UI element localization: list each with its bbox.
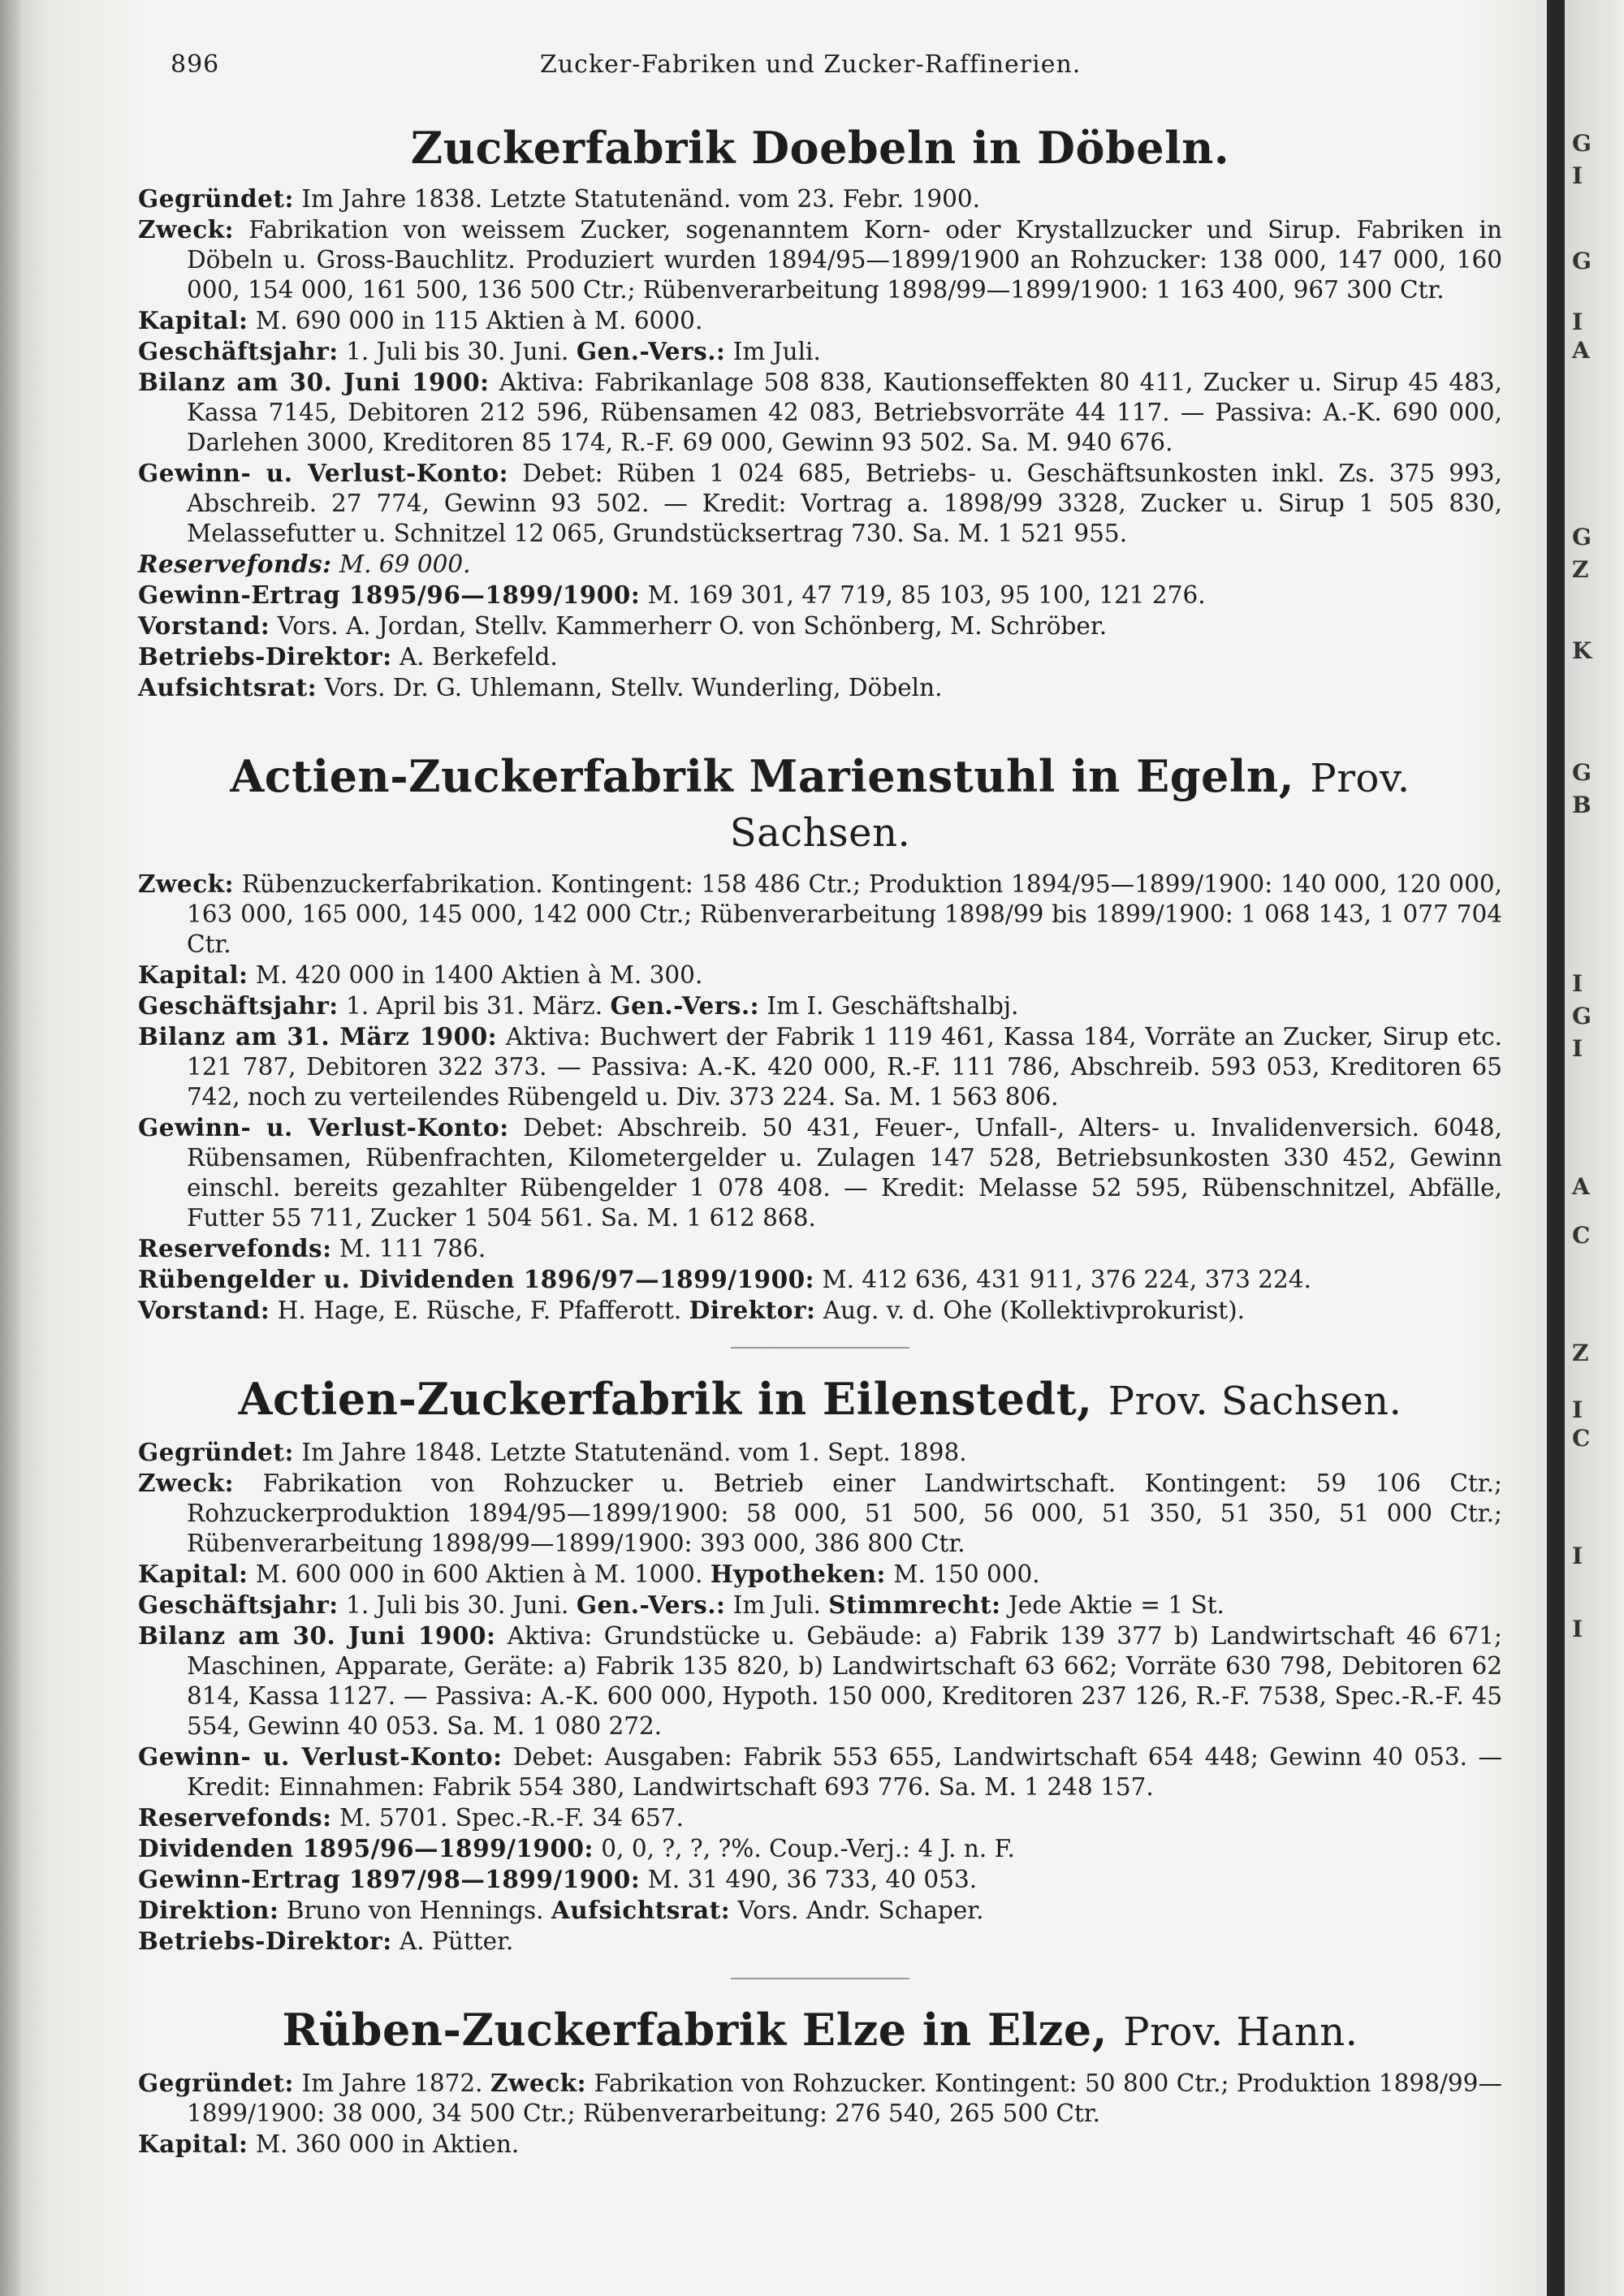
entry-label: Gewinn-Ertrag 1895/96—1899/1900: [138, 580, 641, 609]
entry-line [138, 1741, 1502, 1802]
entry-label: Gen.-Vers.: [576, 337, 726, 365]
section-separator [731, 1978, 909, 1979]
entry-text: Aktiva: Fabrikanlage 508 838, Kautionseffekten 80 411, Zucker u. Sirup 45 483, Kassa 7145, Debitoren 212 596, Rübensamen 42 083, Betriebsvorräte 44 117. — Passiva: A.-K. 690 000, Darlehen 3000, Kreditoren 85 174, R.-F. 69 000, Gewinn 93 502. Sa. M. 940 676. [187, 369, 1502, 456]
entry-text: M. 600 000 in 600 Aktien à M. 1000. [255, 1560, 703, 1588]
entry-label: Gegründet: [138, 2069, 294, 2097]
company-entry [138, 1373, 1502, 1957]
company-province: Prov. Hann. [1123, 2009, 1358, 2055]
entry-text: Debet: Rüben 1 024 685, Betriebs- u. Geschäftsunkosten inkl. Zs. 375 993, Abschreib. 27 774, Gewinn 93 502. — Kredit: Vortrag a. 1898/99 3328, Zucker u. Sirup 1 505 830, Melassefutter u. Schnitzel 12 065, Grundstücksertrag 730. Sa. M. 1 521 955. [187, 460, 1502, 547]
entry-text: Vors. A. Jordan, Stellv. Kammerherr O. von Schönberg, M. Schröber. [277, 612, 1108, 640]
company-title [138, 2004, 1502, 2058]
company-name: Actien-Zuckerfabrik in Eilenstedt, [238, 1373, 1093, 1425]
entry-text: Rübenzuckerfabrikation. Kontingent: 158 486 Ctr.; Produktion 1894/95—1899/1900: 140 000, 120 000, 163 000, 165 000, 145 000, 142 000 Ctr.; Rübenverarbeitung 1898/99 bis 1899/1900: 1 068 143, 1 077 704 Ctr. [187, 870, 1502, 958]
entry-text: Aktiva: Buchwert der Fabrik 1 119 461, Kassa 184, Vorräte an Zucker, Sirup etc. 121 787, Debitoren 322 373. — Passiva: A.-K. 420 000, R.-F. 111 786, Abschreib. 593 053, Kreditoren 65 742, noch zu verteilendes Rübengeld u. Div. 373 224. Sa. M. 1 563 806. [187, 1023, 1502, 1111]
running-title: Zucker-Fabriken und Zucker-Raffinerien. [540, 50, 1082, 79]
page-number: 896 [171, 50, 220, 79]
adjacent-page-letter: I [1572, 1616, 1583, 1642]
entry-label: Hypotheken: [710, 1560, 886, 1588]
company-entry [138, 122, 1502, 703]
entry-text: Im Jahre 1872. [301, 2069, 483, 2097]
entry-label: Geschäftsjahr: [138, 991, 339, 1020]
company-entry [138, 750, 1502, 1326]
entry-label: Aufsichtsrat: [138, 673, 317, 701]
adjacent-page-letter: K [1572, 637, 1592, 664]
entry-label: Zweck: [138, 215, 234, 244]
entry-text: Aug. v. d. Ohe (Kollektivprokurist). [823, 1297, 1246, 1324]
adjacent-page-letter: I [1572, 309, 1583, 335]
entry-label: Gegründet: [138, 184, 294, 213]
entry-label: Bilanz am 31. März 1900: [138, 1022, 498, 1051]
adjacent-page-letter: C [1572, 1425, 1591, 1452]
entry-label: Reservefonds: [138, 550, 332, 578]
company-province: Prov. Sachsen. [1108, 1379, 1402, 1424]
entry-line [138, 1437, 1502, 1468]
entry-text: M. 412 636, 431 911, 376 224, 373 224. [822, 1266, 1311, 1293]
adjacent-page-strip [1565, 0, 1624, 2296]
entry-line [138, 1295, 1502, 1326]
entry-line [138, 672, 1502, 703]
entry-text: M. 690 000 in 115 Aktien à M. 6000. [255, 307, 703, 334]
entry-label: Kapital: [138, 960, 248, 989]
entry-label: Stimmrecht: [828, 1590, 1001, 1619]
entry-label: Gewinn- u. Verlust-Konto: [138, 1113, 509, 1142]
entry-line [138, 1233, 1502, 1264]
entry-label: Direktor: [689, 1296, 816, 1324]
entry-line [138, 1926, 1502, 1957]
entry-line [138, 1559, 1502, 1590]
entry-line [138, 549, 1502, 580]
entry-label: Betriebs-Direktor: [138, 642, 392, 671]
entry-line [138, 990, 1502, 1021]
adjacent-page-letter: I [1572, 1035, 1583, 1062]
entry-text: Vors. Dr. G. Uhlemann, Stellv. Wunderling, Döbeln. [324, 674, 943, 701]
entry-label: Aufsichtsrat: [551, 1896, 731, 1924]
entry-text: Fabrikation von Rohzucker u. Betrieb einer Landwirtschaft. Kontingent: 59 106 Ctr.; Rohzuckerproduktion 1894/95—1899/1900: 58 000, 51 500, 56 000, 51 350, 51 350, 51 000 Ctr.; Rübenverarbeitung 1898/99—1899/1900: 393 000, 386 800 Ctr. [187, 1470, 1502, 1557]
entry-line [138, 1621, 1502, 1741]
entry-text: Im Juli. [732, 1591, 821, 1619]
entry-line [138, 214, 1502, 305]
company-entry [138, 2004, 1502, 2160]
entry-label: Gegründet: [138, 1438, 294, 1466]
adjacent-page-letter: I [1572, 1396, 1583, 1423]
entry-line [138, 2068, 1502, 2129]
entry-label: Dividenden 1895/96—1899/1900: [138, 1834, 594, 1862]
entry-line [138, 1264, 1502, 1295]
entry-label: Gen.-Vers.: [576, 1590, 726, 1619]
entry-label: Reservefonds: [138, 1234, 332, 1262]
entry-text: M. 169 301, 47 719, 85 103, 95 100, 121 276. [647, 581, 1206, 609]
entry-label: Zweck: [138, 870, 234, 898]
entry-label: Vorstand: [138, 611, 270, 640]
entry-line [138, 1802, 1502, 1833]
company-name: Zuckerfabrik Doebeln in Döbeln. [410, 122, 1230, 174]
entry-line [138, 1833, 1502, 1864]
entry-text: Fabrikation von Rohzucker. Kontingent: 50 800 Ctr.; Produktion 1898/99—1899/1900: 38 000, 34 500 Ctr.; Rübenverarbeitung: 276 540, 265 500 Ctr. [187, 2069, 1502, 2127]
entry-label: Kapital: [138, 1560, 248, 1588]
adjacent-page-letter: G [1572, 759, 1592, 786]
entry-line [138, 367, 1502, 458]
entry-text: Aktiva: Grundstücke u. Gebäude: a) Fabrik 139 377 b) Landwirtschaft 46 671; Maschinen, Apparate, Geräte: a) Fabrik 135 820, b) Landwirtschaft 63 662; Vorräte 630 798, Debitoren 62 814, Kassa 1127. — Passiva: A.-K. 600 000, Hypoth. 150 000, Kreditoren 237 126, R.-F. 7538, Spec.-R.-F. 45 554, Gewinn 40 053. Sa. M. 1 080 272. [187, 1622, 1502, 1740]
company-name: Actien-Zuckerfabrik Marienstuhl in Egeln, [230, 750, 1294, 802]
entry-line [138, 1590, 1502, 1621]
entry-text: Debet: Abschreib. 50 431, Feuer-, Unfall-, Alters- u. Invalidenversich. 6048, Rübensamen, Rübenfrachten, Kilometergelder u. Zulagen 147 528, Betriebsunkosten 330 452, Gewinn einschl. bereits gezahlter Rübengelder 1 078 408. — Kredit: Melasse 52 595, Rübenschnitzel, Abfälle, Futter 55 711, Zucker 1 504 561. Sa. M. 1 612 868. [187, 1114, 1502, 1232]
entry-text: M. 111 786. [339, 1235, 486, 1262]
entry-text: H. Hage, E. Rüsche, F. Pfafferott. [277, 1297, 682, 1324]
binding-edge [1547, 0, 1565, 2296]
adjacent-page-letter: I [1572, 970, 1583, 997]
entry-label: Gewinn-Ertrag 1897/98—1899/1900: [138, 1865, 641, 1893]
company-province: Prov. Sachsen. [729, 756, 1410, 856]
entry-line [138, 458, 1502, 549]
entry-label: Bilanz am 30. Juni 1900: [138, 1621, 496, 1650]
entry-label: Kapital: [138, 306, 248, 334]
entry-line [138, 305, 1502, 336]
section-separator [731, 1347, 909, 1349]
entry-text: M. 150 000. [893, 1560, 1040, 1588]
entry-text: M. 420 000 in 1400 Aktien à M. 300. [255, 961, 703, 989]
entry-label: Reservefonds: [138, 1803, 332, 1832]
entry-label: Zweck: [490, 2069, 586, 2097]
entry-label: Betriebs-Direktor: [138, 1927, 392, 1955]
entry-text: 1. Juli bis 30. Juni. [346, 1591, 569, 1619]
adjacent-page-letter: I [1572, 162, 1583, 189]
entry-line [138, 1468, 1502, 1559]
company-title [138, 750, 1502, 859]
entry-line [138, 580, 1502, 611]
adjacent-page-letter: Z [1572, 1340, 1589, 1366]
entry-text: 0, 0, ?, ?, ?%. Coup.-Verj.: 4 J. n. F. [601, 1835, 1015, 1862]
entry-text: M. 31 490, 36 733, 40 053. [647, 1866, 978, 1893]
entry-text: Fabrikation von weissem Zucker, sogenanntem Korn- oder Krystallzucker und Sirup. Fabriken in Döbeln u. Gross-Bauchlitz. Produziert wurden 1894/95—1899/1900 an Rohzucker: 138 000, 147 000, 160 000, 154 000, 161 500, 136 500 Ctr.; Rübenverarbeitung 1898/99—1899/1900: 1 163 400, 967 300 Ctr. [187, 216, 1502, 304]
page-content [138, 122, 1502, 2160]
adjacent-page-letter: Z [1572, 556, 1589, 583]
entry-text: A. Pütter. [400, 1927, 514, 1955]
entry-label: Direktion: [138, 1896, 279, 1924]
company-title [138, 1373, 1502, 1427]
entry-line [138, 960, 1502, 990]
company-name: Rüben-Zuckerfabrik Elze in Elze, [282, 2004, 1108, 2056]
entry-line [138, 611, 1502, 641]
entry-line [138, 1021, 1502, 1112]
entry-label: Gewinn- u. Verlust-Konto: [138, 459, 509, 487]
adjacent-page-letter: B [1572, 792, 1592, 818]
entry-line [138, 1895, 1502, 1926]
entry-label: Zweck: [138, 1469, 234, 1497]
entry-text: M. 69 000. [339, 550, 471, 578]
entry-text: Debet: Ausgaben: Fabrik 553 655, Landwirtschaft 654 448; Gewinn 40 053. — Kredit: Einnahmen: Fabrik 554 380, Landwirtschaft 693 776. Sa. M. 1 248 157. [187, 1743, 1502, 1801]
entry-line [138, 641, 1502, 672]
adjacent-page-letter: I [1572, 1543, 1583, 1569]
entry-text: Jede Aktie = 1 St. [1008, 1591, 1224, 1619]
entry-line [138, 1112, 1502, 1233]
entry-text: A. Berkefeld. [400, 643, 558, 671]
adjacent-page-letter: G [1572, 524, 1592, 550]
entry-label: Geschäftsjahr: [138, 1590, 339, 1619]
entry-text: 1. Juli bis 30. Juni. [346, 338, 569, 365]
adjacent-page-letter: A [1572, 1173, 1590, 1200]
entry-label: Kapital: [138, 2130, 248, 2158]
entry-label: Bilanz am 30. Juni 1900: [138, 368, 490, 396]
entry-label: Vorstand: [138, 1296, 270, 1324]
entry-line [138, 336, 1502, 367]
entry-text: Im Jahre 1838. Letzte Statutenänd. vom 23. Febr. 1900. [301, 185, 981, 213]
running-header [171, 50, 1502, 83]
entry-line [138, 2129, 1502, 2160]
page-left-shadow [0, 0, 21, 2296]
company-title [138, 122, 1502, 174]
adjacent-page-letter: G [1572, 130, 1592, 157]
entry-label: Gewinn- u. Verlust-Konto: [138, 1742, 503, 1771]
adjacent-page-letter: C [1572, 1222, 1591, 1249]
entry-text: Bruno von Hennings. [286, 1897, 544, 1924]
adjacent-page-letter: G [1572, 1003, 1592, 1029]
entry-line [138, 869, 1502, 960]
entry-text: 1. April bis 31. März. [346, 992, 603, 1020]
entry-label: Gen.-Vers.: [610, 991, 760, 1020]
entry-text: M. 360 000 in Aktien. [255, 2130, 520, 2158]
entry-text: Im Juli. [732, 338, 821, 365]
entry-text: Im I. Geschäftshalbj. [767, 992, 1019, 1020]
adjacent-page-letter: G [1572, 248, 1592, 274]
entry-label: Rübengelder u. Dividenden 1896/97—1899/1900: [138, 1265, 815, 1293]
entry-text: Im Jahre 1848. Letzte Statutenänd. vom 1. Sept. 1898. [301, 1439, 967, 1466]
entry-text: Vors. Andr. Schaper. [737, 1897, 984, 1924]
entry-text: M. 5701. Spec.-R.-F. 34 657. [339, 1804, 684, 1832]
entry-label: Geschäftsjahr: [138, 337, 339, 365]
entry-line [138, 1864, 1502, 1895]
adjacent-page-letter: A [1572, 337, 1590, 364]
entry-line [138, 183, 1502, 214]
